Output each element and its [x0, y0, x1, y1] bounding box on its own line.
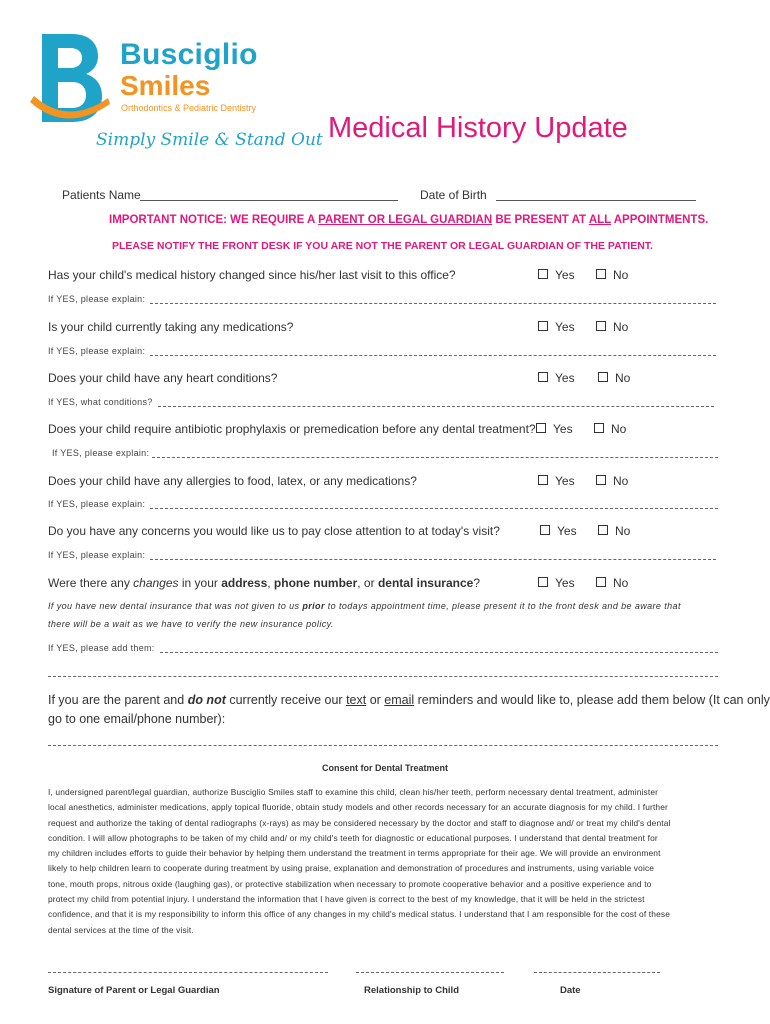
q2-yes-checkbox[interactable]: Yes	[538, 320, 575, 334]
question-2: Is your child currently taking any medications?	[48, 320, 294, 334]
brand-subtitle: Orthodontics & Pediatric Dentistry	[121, 103, 257, 113]
q6-yes-checkbox[interactable]: Yes	[540, 524, 577, 538]
question-4: Does your child require antibiotic prophylaxis or premedication before any dental treatment?	[48, 422, 536, 436]
q5-explain-label: If YES, please explain:	[48, 499, 146, 509]
brand-name-2: Smiles	[120, 70, 211, 101]
consent-line: tone, mouth props, nitrous oxide (laughing gas), or protective stabilization when necessary to promote cooperative behavior and a positive experience and to	[48, 878, 652, 889]
add-changes-field-2[interactable]	[48, 676, 718, 677]
date-label: Date	[560, 985, 581, 996]
date-field[interactable]	[534, 972, 660, 973]
q1-explain-field[interactable]	[150, 303, 716, 304]
q7-yes-checkbox[interactable]: Yes	[538, 576, 575, 590]
consent-title: Consent for Dental Treatment	[321, 763, 449, 773]
important-notice: IMPORTANT NOTICE: WE REQUIRE A PARENT OR LEGAL GUARDIAN BE PRESENT AT ALL APPOINTMENTS.	[109, 214, 709, 226]
consent-line: likely to help children learn to cooperate during treatment by using praise, explanation and demonstration of procedures and instruments, using variable voice	[48, 863, 655, 874]
q3-explain-label: If YES, what conditions?	[48, 397, 153, 407]
consent-line: protect my child from potential injury. I understand the information that I have given is correct to the best of my knowledge, that it will be held in the strictest	[48, 894, 645, 905]
q4-yes-checkbox[interactable]: Yes	[536, 422, 573, 436]
q4-no-checkbox[interactable]: No	[594, 422, 626, 436]
page-title: Medical History Update	[328, 112, 628, 144]
q5-no-checkbox[interactable]: No	[596, 474, 628, 488]
reminders-contact-field[interactable]	[48, 745, 718, 746]
question-3: Does your child have any heart conditions?	[48, 371, 278, 385]
brand-name-1: Busciglio	[120, 38, 258, 71]
q3-yes-checkbox[interactable]: Yes	[538, 371, 575, 385]
q1-no-checkbox[interactable]: No	[596, 268, 628, 282]
consent-line: condition. I will allow photographs to be taken of my child and/ or my child's teeth for diagnostic or educational purposes. I understand that dental treatment for	[48, 832, 658, 843]
consent-line: my children includes efforts to guide their behavior by helping them understand the treatment in terms appropriate for their age. We will provide an environment	[48, 848, 661, 859]
signature-field[interactable]	[48, 972, 328, 973]
add-changes-field[interactable]	[160, 652, 718, 653]
consent-line: request and authorize the taking of dental radiographs (x-rays) as may be considered necessary by the doctor and staff to diagnose and/ or treat my child's dental	[48, 817, 671, 828]
tagline: Simply Smile & Stand Out	[96, 130, 323, 150]
relationship-field[interactable]	[356, 972, 504, 973]
question-6: Do you have any concerns you would like us to pay close attention to at today's visit?	[48, 524, 500, 538]
q6-no-checkbox[interactable]: No	[598, 524, 630, 538]
dob-label: Date of Birth	[420, 188, 487, 202]
insurance-note-line2: there will be a wait as we have to verify the new insurance policy.	[48, 619, 334, 629]
q1-yes-checkbox[interactable]: Yes	[538, 268, 575, 282]
consent-line: confidence, and that it is my responsibility to inform this office of any changes in my child's medical status. I understand that I am responsible for the cost of these	[48, 909, 671, 920]
add-changes-label: If YES, please add them:	[48, 643, 155, 653]
reminders-text-line2: go to one email/phone number):	[48, 712, 226, 726]
question-1: Has your child's medical history changed since his/her last visit to this office?	[48, 268, 456, 282]
question-7: Were there any changes in your address, phone number, or dental insurance?	[48, 576, 480, 590]
q7-no-checkbox[interactable]: No	[596, 576, 628, 590]
dob-field[interactable]	[496, 200, 696, 201]
logo-b-icon	[28, 30, 112, 130]
consent-line: I, undersigned parent/legal guardian, authorize Busciglio Smiles staff to examine this child, clean his/her teeth, perform necessary dental treatment, administer	[48, 787, 659, 797]
insurance-note: If you have new dental insurance that was not given to us prior to todays appointment time, please present it to the front desk and be aware that	[48, 601, 681, 611]
guardian-notice: PLEASE NOTIFY THE FRONT DESK IF YOU ARE NOT THE PARENT OR LEGAL GUARDIAN OF THE PATIENT.	[112, 240, 653, 252]
q1-explain-label: If YES, please explain:	[48, 294, 146, 304]
q6-explain-label: If YES, please explain:	[48, 550, 146, 560]
consent-body	[48, 785, 738, 938]
reminders-text: If you are the parent and do not currently receive our text or email reminders and would like to, please add them below (It can only	[48, 693, 770, 707]
relationship-label: Relationship to Child	[364, 985, 459, 996]
consent-line: dental services at the time of the visit.	[48, 924, 194, 935]
patient-name-field[interactable]	[140, 200, 398, 201]
q3-no-checkbox[interactable]: No	[598, 371, 630, 385]
q4-explain-field[interactable]	[152, 457, 718, 458]
consent-line: local anesthetics, administer medications, apply topical fluoride, obtain study models and other records necessary for an accurate diagnosis for my child. I further	[48, 802, 668, 813]
q2-explain-field[interactable]	[150, 355, 716, 356]
patient-name-label: Patients Name	[62, 188, 141, 202]
question-5: Does your child have any allergies to food, latex, or any medications?	[48, 474, 417, 488]
signature-label: Signature of Parent or Legal Guardian	[48, 985, 220, 996]
q6-explain-field[interactable]	[150, 559, 716, 560]
q2-explain-label: If YES, please explain:	[48, 346, 146, 356]
q5-explain-field[interactable]	[150, 508, 718, 509]
q4-explain-label: If YES, please explain:	[52, 448, 150, 458]
q5-yes-checkbox[interactable]: Yes	[538, 474, 575, 488]
q2-no-checkbox[interactable]: No	[596, 320, 628, 334]
q3-explain-field[interactable]	[158, 406, 714, 407]
